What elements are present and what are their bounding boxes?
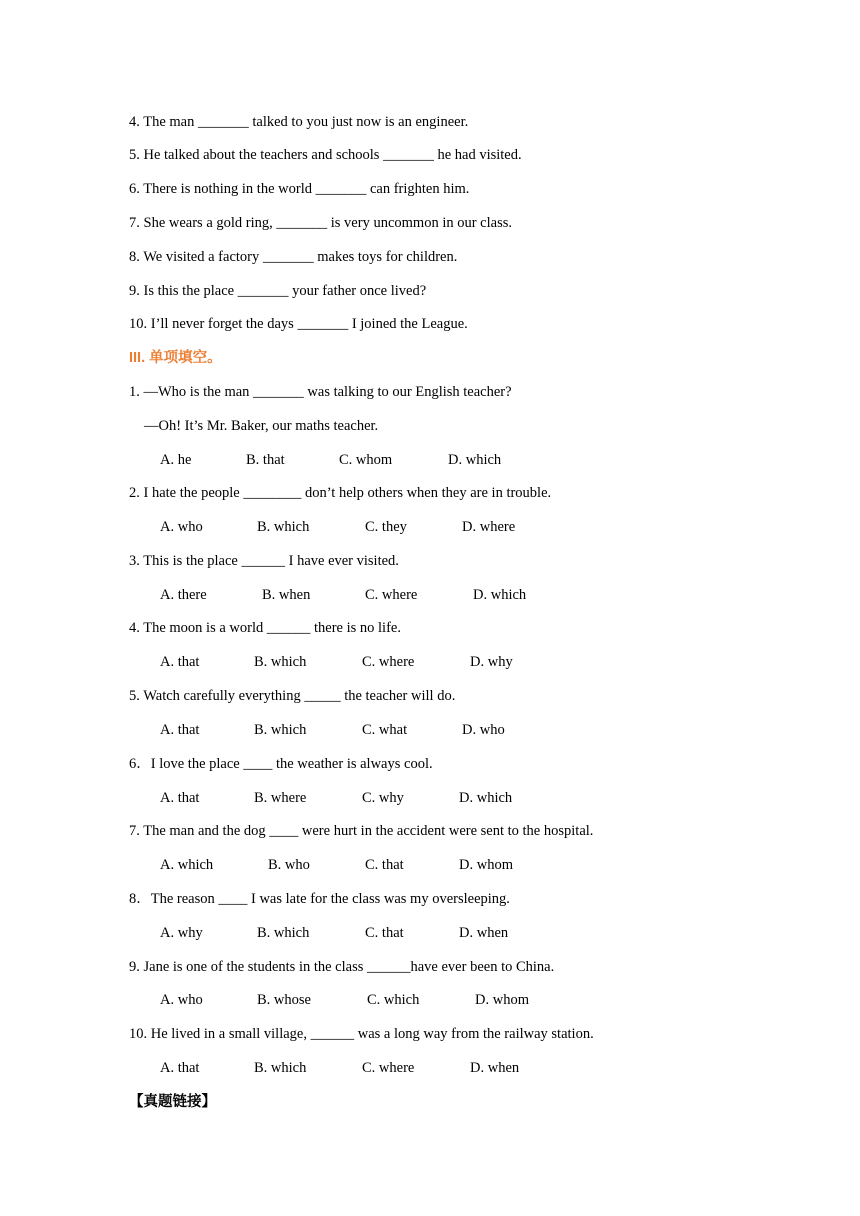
- question-stem: 8．The reason ____ I was late for the class was my oversleeping.: [129, 891, 510, 907]
- exercise-item: 5. He talked about the teachers and schools _______ he had visited.: [129, 147, 522, 163]
- option-d[interactable]: D. which: [459, 790, 513, 806]
- option-d[interactable]: D. when: [470, 1060, 520, 1076]
- question-stem: 6．I love the place ____ the weather is always cool.: [129, 756, 433, 772]
- option-b[interactable]: B. when: [262, 587, 311, 603]
- option-d[interactable]: D. when: [459, 925, 509, 941]
- option-d[interactable]: D. why: [470, 654, 513, 670]
- option-b[interactable]: B. which: [257, 519, 310, 535]
- option-b[interactable]: B. which: [254, 1060, 307, 1076]
- option-d[interactable]: D. whom: [459, 857, 513, 873]
- question-stem: 10. He lived in a small village, ______ was a long way from the railway station.: [129, 1026, 594, 1042]
- option-c[interactable]: C. why: [362, 790, 404, 806]
- option-a[interactable]: A. that: [160, 654, 200, 670]
- option-c[interactable]: C. that: [365, 925, 404, 941]
- section-heading-links: 【真题链接】: [129, 1094, 216, 1110]
- exercise-item: 8. We visited a factory _______ makes toys for children.: [129, 249, 458, 265]
- section-heading: III. 单项填空。: [129, 350, 222, 366]
- option-b[interactable]: B. which: [257, 925, 310, 941]
- option-c[interactable]: C. that: [365, 857, 404, 873]
- option-a[interactable]: A. there: [160, 587, 207, 603]
- option-b[interactable]: B. where: [254, 790, 307, 806]
- option-a[interactable]: A. that: [160, 1060, 200, 1076]
- question-stem: 2. I hate the people ________ don’t help others when they are in trouble.: [129, 485, 552, 501]
- option-b[interactable]: B. which: [254, 654, 307, 670]
- option-a[interactable]: A. that: [160, 790, 200, 806]
- option-a[interactable]: A. which: [160, 857, 214, 873]
- option-c[interactable]: C. what: [362, 722, 408, 738]
- option-c[interactable]: C. where: [362, 1060, 415, 1076]
- option-c[interactable]: C. where: [362, 654, 415, 670]
- option-d[interactable]: D. which: [473, 587, 527, 603]
- question-stem-reply: —Oh! It’s Mr. Baker, our maths teacher.: [144, 418, 379, 434]
- option-b[interactable]: B. who: [268, 857, 310, 873]
- option-d[interactable]: D. whom: [475, 992, 529, 1008]
- option-b[interactable]: B. that: [246, 452, 285, 468]
- option-a[interactable]: A. who: [160, 992, 203, 1008]
- option-c[interactable]: C. which: [367, 992, 420, 1008]
- option-b[interactable]: B. which: [254, 722, 307, 738]
- question-stem: 4. The moon is a world ______ there is no life.: [129, 620, 401, 636]
- option-d[interactable]: D. which: [448, 452, 502, 468]
- option-b[interactable]: B. whose: [257, 992, 311, 1008]
- option-a[interactable]: A. why: [160, 925, 203, 941]
- option-d[interactable]: D. where: [462, 519, 516, 535]
- question-stem: 5. Watch carefully everything _____ the teacher will do.: [129, 688, 456, 704]
- question-stem: 3. This is the place ______ I have ever visited.: [129, 553, 399, 569]
- exercise-item: 6. There is nothing in the world _______ can frighten him.: [129, 181, 470, 197]
- option-c[interactable]: C. whom: [339, 452, 393, 468]
- option-d[interactable]: D. who: [462, 722, 505, 738]
- exercise-item: 4. The man _______ talked to you just now is an engineer.: [129, 114, 469, 130]
- option-c[interactable]: C. where: [365, 587, 418, 603]
- option-a[interactable]: A. he: [160, 452, 192, 468]
- exercise-item: 9. Is this the place _______ your father once lived?: [129, 283, 427, 299]
- exercise-item: 7. She wears a gold ring, _______ is very uncommon in our class.: [129, 215, 512, 231]
- option-c[interactable]: C. they: [365, 519, 407, 535]
- exercise-item: 10. I’ll never forget the days _______ I joined the League.: [129, 316, 468, 332]
- option-a[interactable]: A. who: [160, 519, 203, 535]
- option-a[interactable]: A. that: [160, 722, 200, 738]
- question-stem: 1. —Who is the man _______ was talking to our English teacher?: [129, 384, 512, 400]
- question-stem: 9. Jane is one of the students in the class ______have ever been to China.: [129, 959, 555, 975]
- question-stem: 7. The man and the dog ____ were hurt in the accident were sent to the hospital.: [129, 823, 594, 839]
